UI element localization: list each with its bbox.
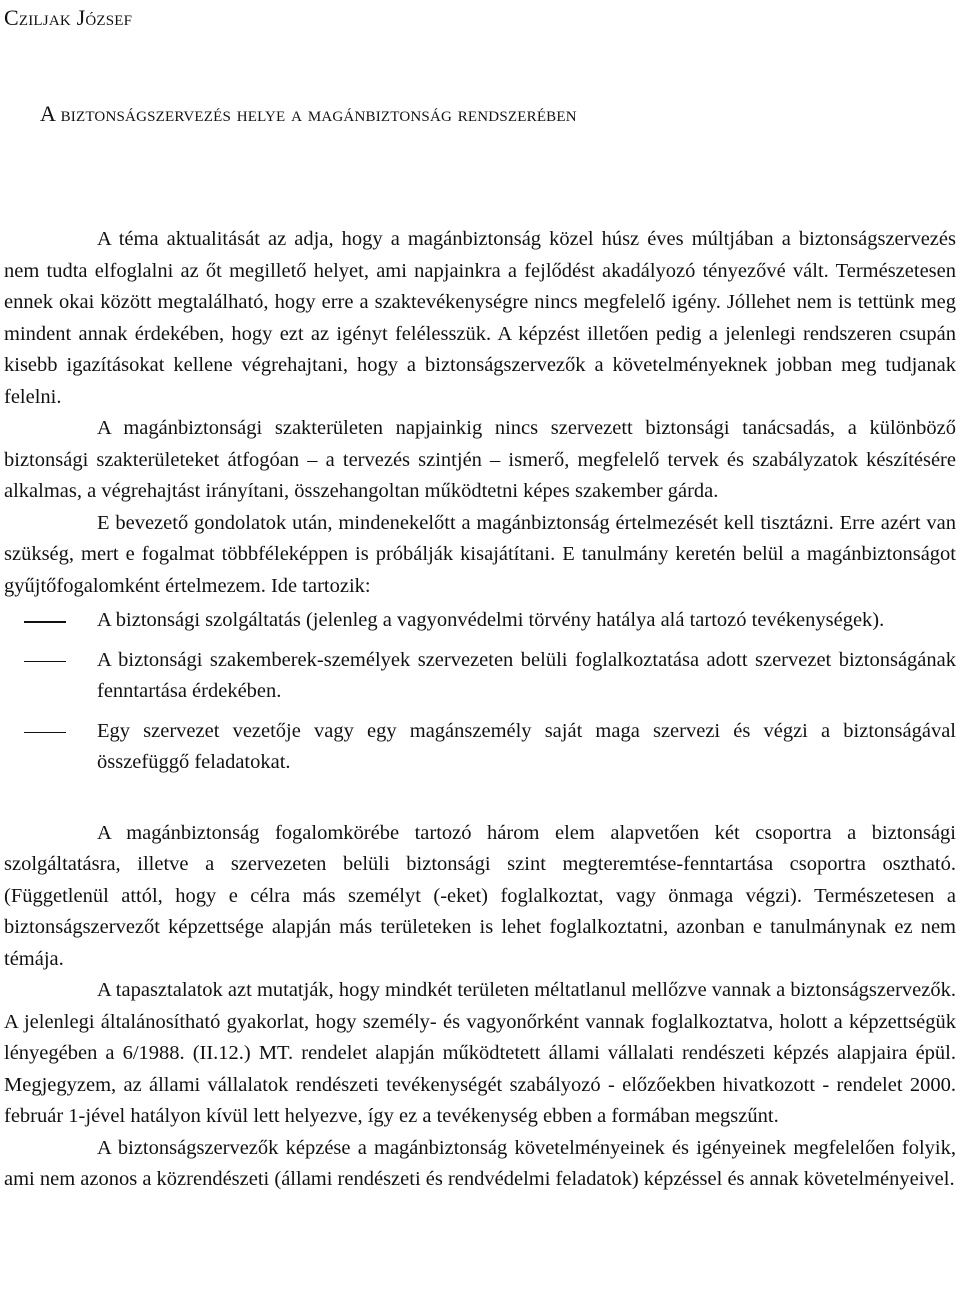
author-name: Cziljak József (4, 5, 133, 30)
document-title: A biztonságszervezés helye a magánbiztonság rendszerében (40, 101, 577, 126)
paragraph: A tapasztalatok azt mutatják, hogy mindkét területen méltatlanul mellőzve vannak a biztonságszervezők. A jelenlegi általánosítható gyakorlat, hogy személy- és vagyonőrként vannak foglalkoztatva, holott a képzettségük lényegében a 6/1988. (II.12.) MT. rendelet alapján működtetett állami vállalati rendészeti képzés alapjaira épül. Megjegyzem, az állami vállalatok rendészeti tevékenységét szabályozó - előzőekben hivatkozott - rendelet 2000. február 1-jével hatályon kívül lett helyezve, így ez a tevékenység ebben a formában megszűnt. (4, 979, 956, 1127)
paragraph: A téma aktualitását az adja, hogy a magánbiztonság közel húsz éves múltjában a biztonságszervezés nem tudta elfoglalni az őt megillető helyet, ami napjainkra a fejlődést akadályozó tényezővé vált. Természetesen ennek okai között megtalálható, hogy erre a szaktevékenységre nincs megfelelő igény. Jóllehet nem is tettünk meg mindent annak érdekében, hogy ezt az igényt felélesszük. A képzést illetően pedig a jelenlegi rendszeren csupán kisebb igazításokat kellene végrehajtani, hogy a biztonságszervezők a követelményeknek jobban meg tudjanak felelni. (4, 228, 956, 408)
paragraph: A magánbiztonság fogalomkörébe tartozó három elem alapvetően két csoportra a biztonsági szolgáltatásra, illetve a szervezeten belüli biztonsági szint megteremtése-fenntartása csoportra osztható. (Függetlenül attól, hogy e célra más személyt (-eket) foglalkoztat, vagy önmaga végzi). Természetesen a biztonságszervezőt képzettsége alapján más területeken is lehet foglalkoztatni, azonban e tanulmánynak ez nem témája. (4, 821, 956, 970)
paragraph: E bevezető gondolatok után, mindenekelőtt a magánbiztonság értelmezését kell tisztázni. Erre azért van szükség, mert e fogalmat többféleképpen is próbálják kisajátítani. E tanulmány keretén belül a magánbiztonságot gyűjtőfogalomként értelmezem. Ide tartozik: (4, 511, 956, 597)
paragraph: A biztonságszervezők képzése a magánbiztonság követelményeinek és igényeinek megfelelően folyik, ami nem azonos a közrendészeti (állami rendészeti és rendvédelmi feladatok) képzéssel és annak követelményeivel. (4, 1136, 956, 1190)
dash-list (4, 605, 956, 779)
list-item: Egy szervezet vezetője vagy egy magánszemély saját maga szervezi és végzi a biztonságával összefüggő feladatokat. (4, 716, 956, 779)
paragraph-gap (4, 787, 956, 818)
list-item: A biztonsági szakemberek-személyek szervezeten belüli foglalkoztatása adott szervezet biztonságának fenntartása érdekében. (4, 645, 956, 708)
paragraph: A magánbiztonsági szakterületen napjainkig nincs szervezett biztonsági tanácsadás, a különböző biztonsági szakterületeket átfogóan – a tervezés szintjén – ismerő, megfelelő tervek és szabályzatok készítésére alkalmas, a végrehajtást irányítani, összehangoltan működtetni képes szakember gárda. (4, 417, 956, 502)
list-item: A biztonsági szolgáltatás (jelenleg a vagyonvédelmi törvény hatálya alá tartozó tevékenységek). (4, 605, 956, 637)
document-body (4, 224, 956, 1196)
